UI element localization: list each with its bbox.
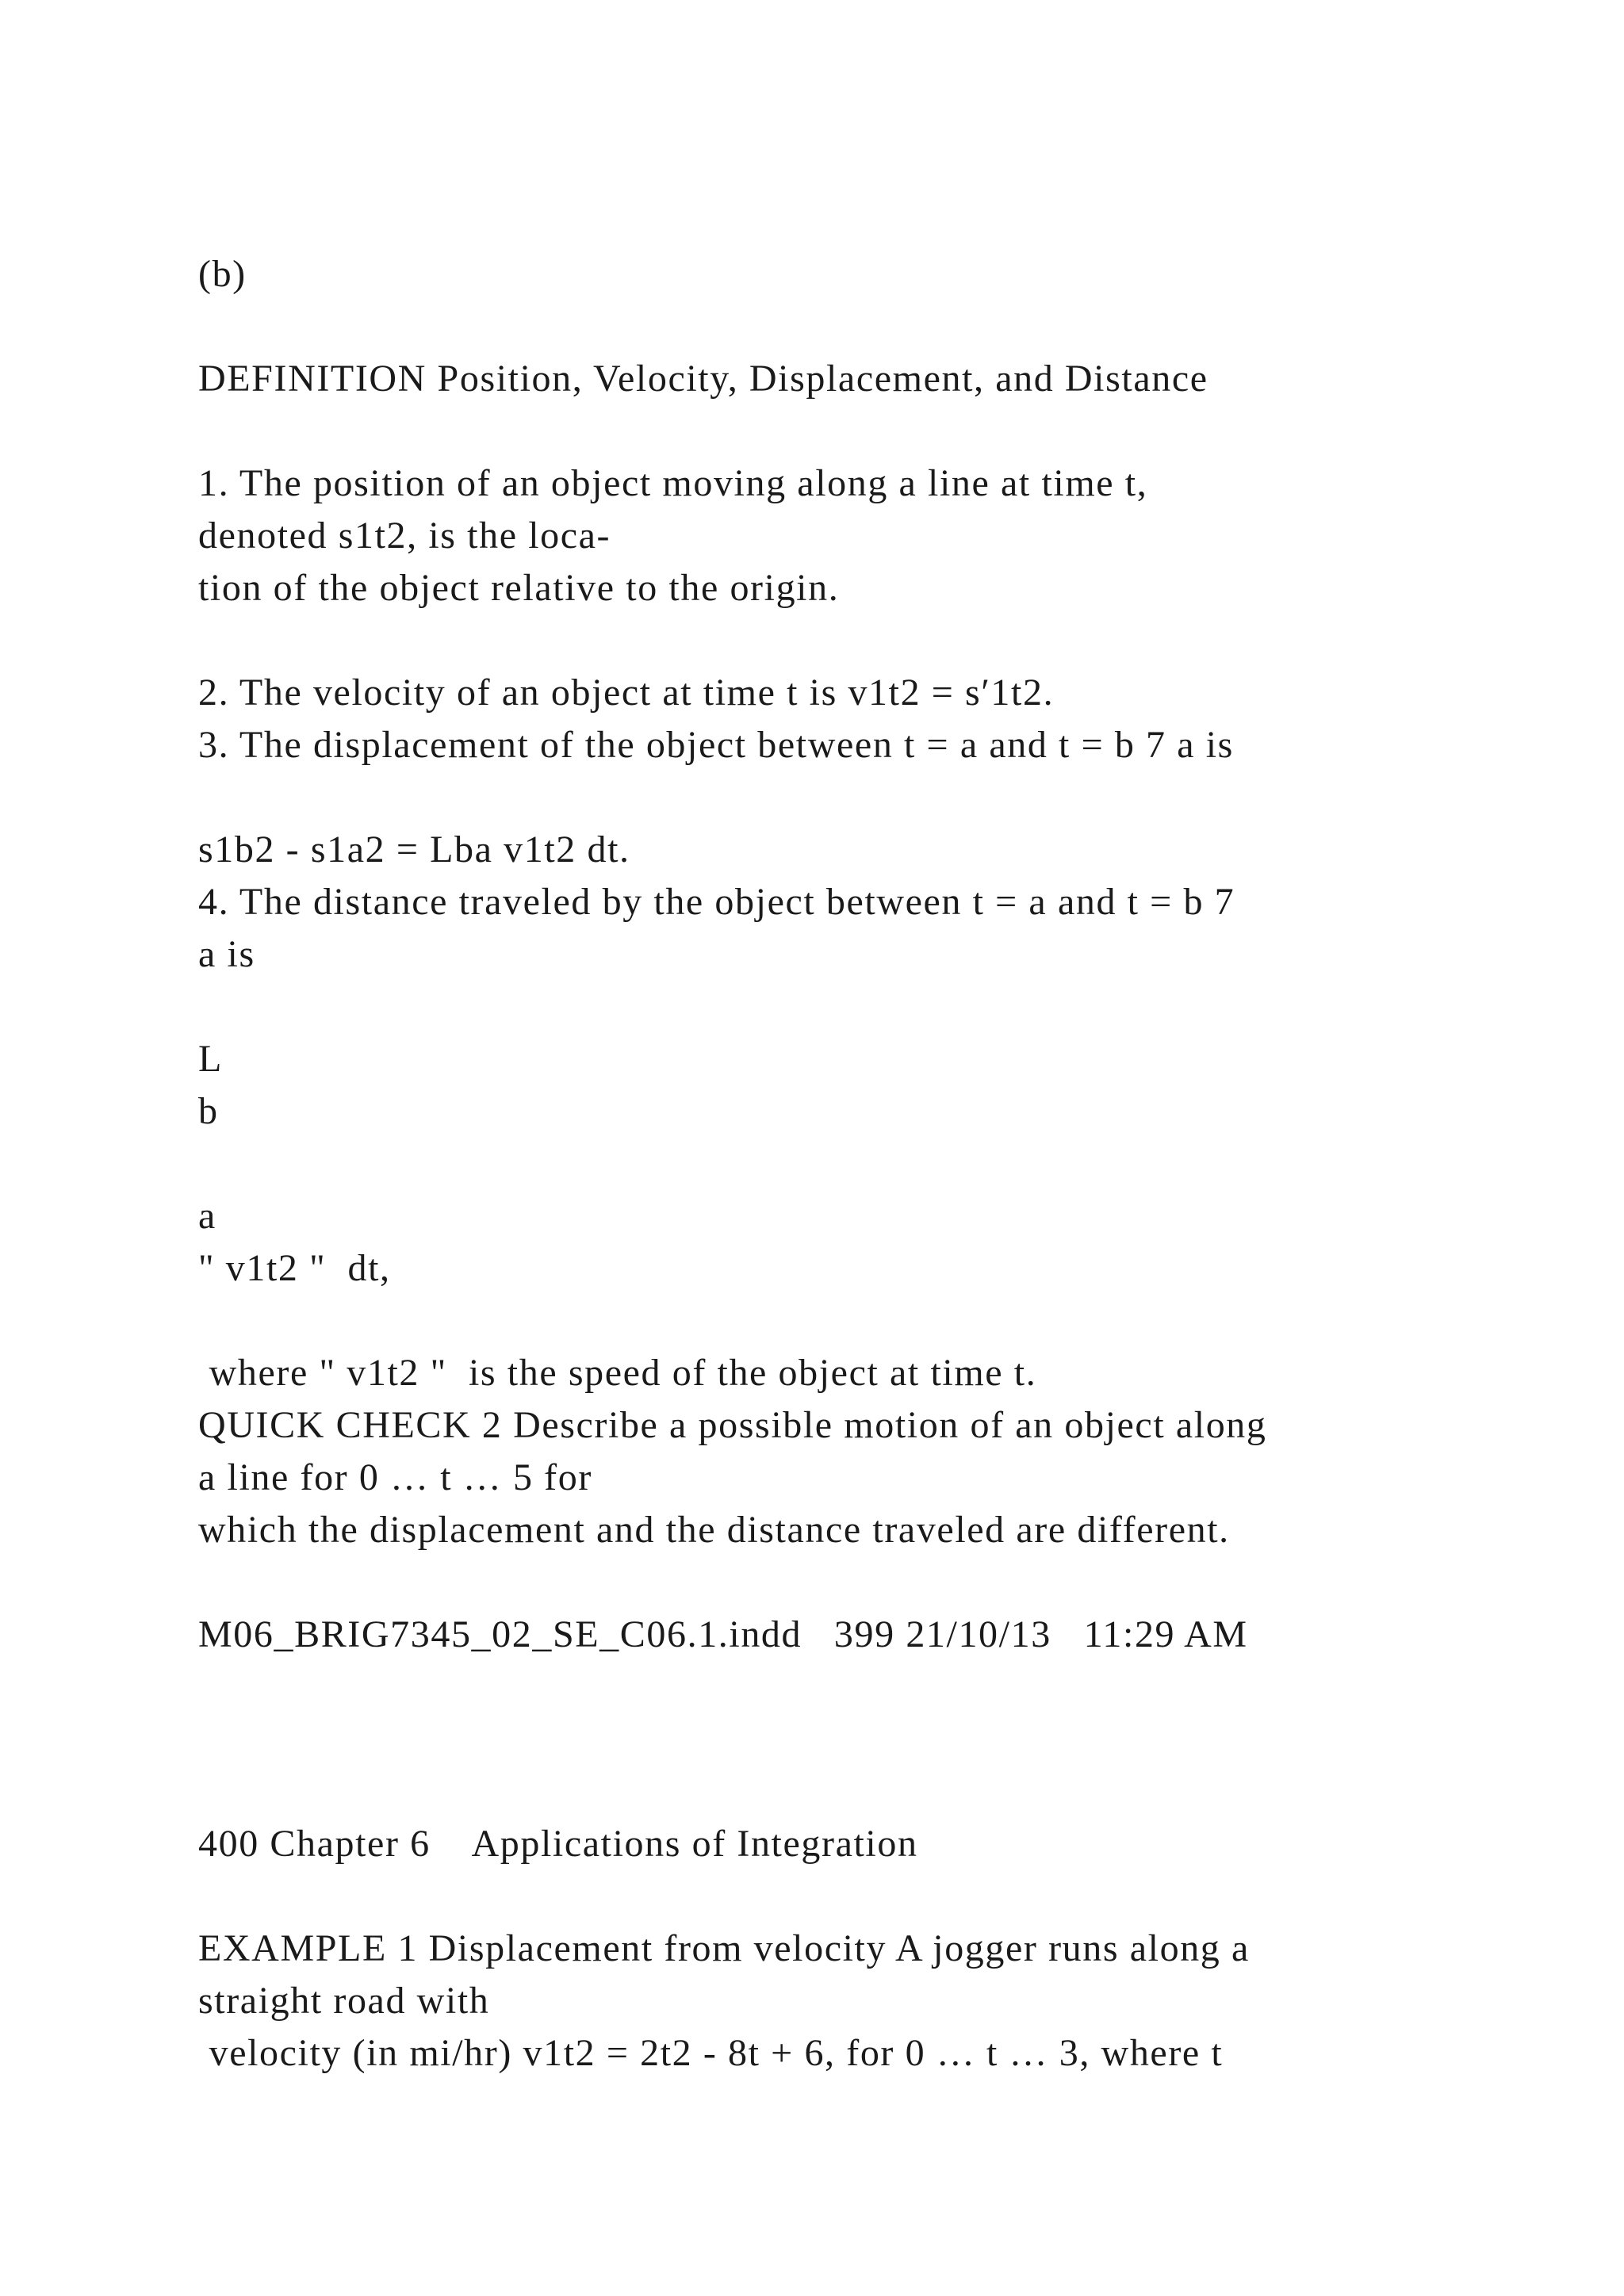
definition-heading: DEFINITION Position, Velocity, Displacement, and Distance bbox=[198, 358, 1208, 400]
quick-check-line-1: QUICK CHECK 2 Describe a possible motion of an object along bbox=[198, 1404, 1267, 1446]
definition-item-1-line-3: tion of the object relative to the origin. bbox=[198, 567, 840, 609]
definition-item-2: 2. The velocity of an object at time t is v1t2 = s′1t2. bbox=[198, 672, 1055, 714]
definition-item-3: 3. The displacement of the object between t = a and t = b 7 a is bbox=[198, 724, 1234, 766]
part-label: (b) bbox=[198, 253, 247, 295]
displacement-formula: s1b2 - s1a2 = Lba v1t2 dt. bbox=[198, 828, 630, 871]
definition-item-1-line-1: 1. The position of an object moving along a line at time t, bbox=[198, 462, 1148, 504]
integral-lower-limit: a bbox=[198, 1195, 216, 1237]
example-line-3: velocity (in mi/hr) v1t2 = 2t2 - 8t + 6, for 0 … t … 3, where t bbox=[198, 2032, 1224, 2074]
speed-note: where " v1t2 " is the speed of the object at time t. bbox=[198, 1352, 1037, 1394]
file-footer: M06_BRIG7345_02_SE_C06.1.indd 399 21/10/13 11:29 AM bbox=[198, 1613, 1248, 1655]
definition-item-1-line-2: denoted s1t2, is the loca- bbox=[198, 515, 611, 557]
quick-check-line-2: a line for 0 … t … 5 for bbox=[198, 1456, 592, 1498]
definition-item-4-line-2: a is bbox=[198, 933, 255, 975]
integral-sign: L bbox=[198, 1038, 223, 1080]
definition-item-4-line-1: 4. The distance traveled by the object between t = a and t = b 7 bbox=[198, 881, 1235, 923]
example-line-2: straight road with bbox=[198, 1980, 490, 2022]
quick-check-line-3: which the displacement and the distance traveled are different. bbox=[198, 1509, 1230, 1551]
running-header: 400 Chapter 6 Applications of Integration bbox=[198, 1823, 918, 1865]
example-line-1: EXAMPLE 1 Displacement from velocity A jogger runs along a bbox=[198, 1927, 1250, 1969]
integral-upper-limit: b bbox=[198, 1090, 219, 1132]
distance-integrand: " v1t2 " dt, bbox=[198, 1247, 391, 1289]
